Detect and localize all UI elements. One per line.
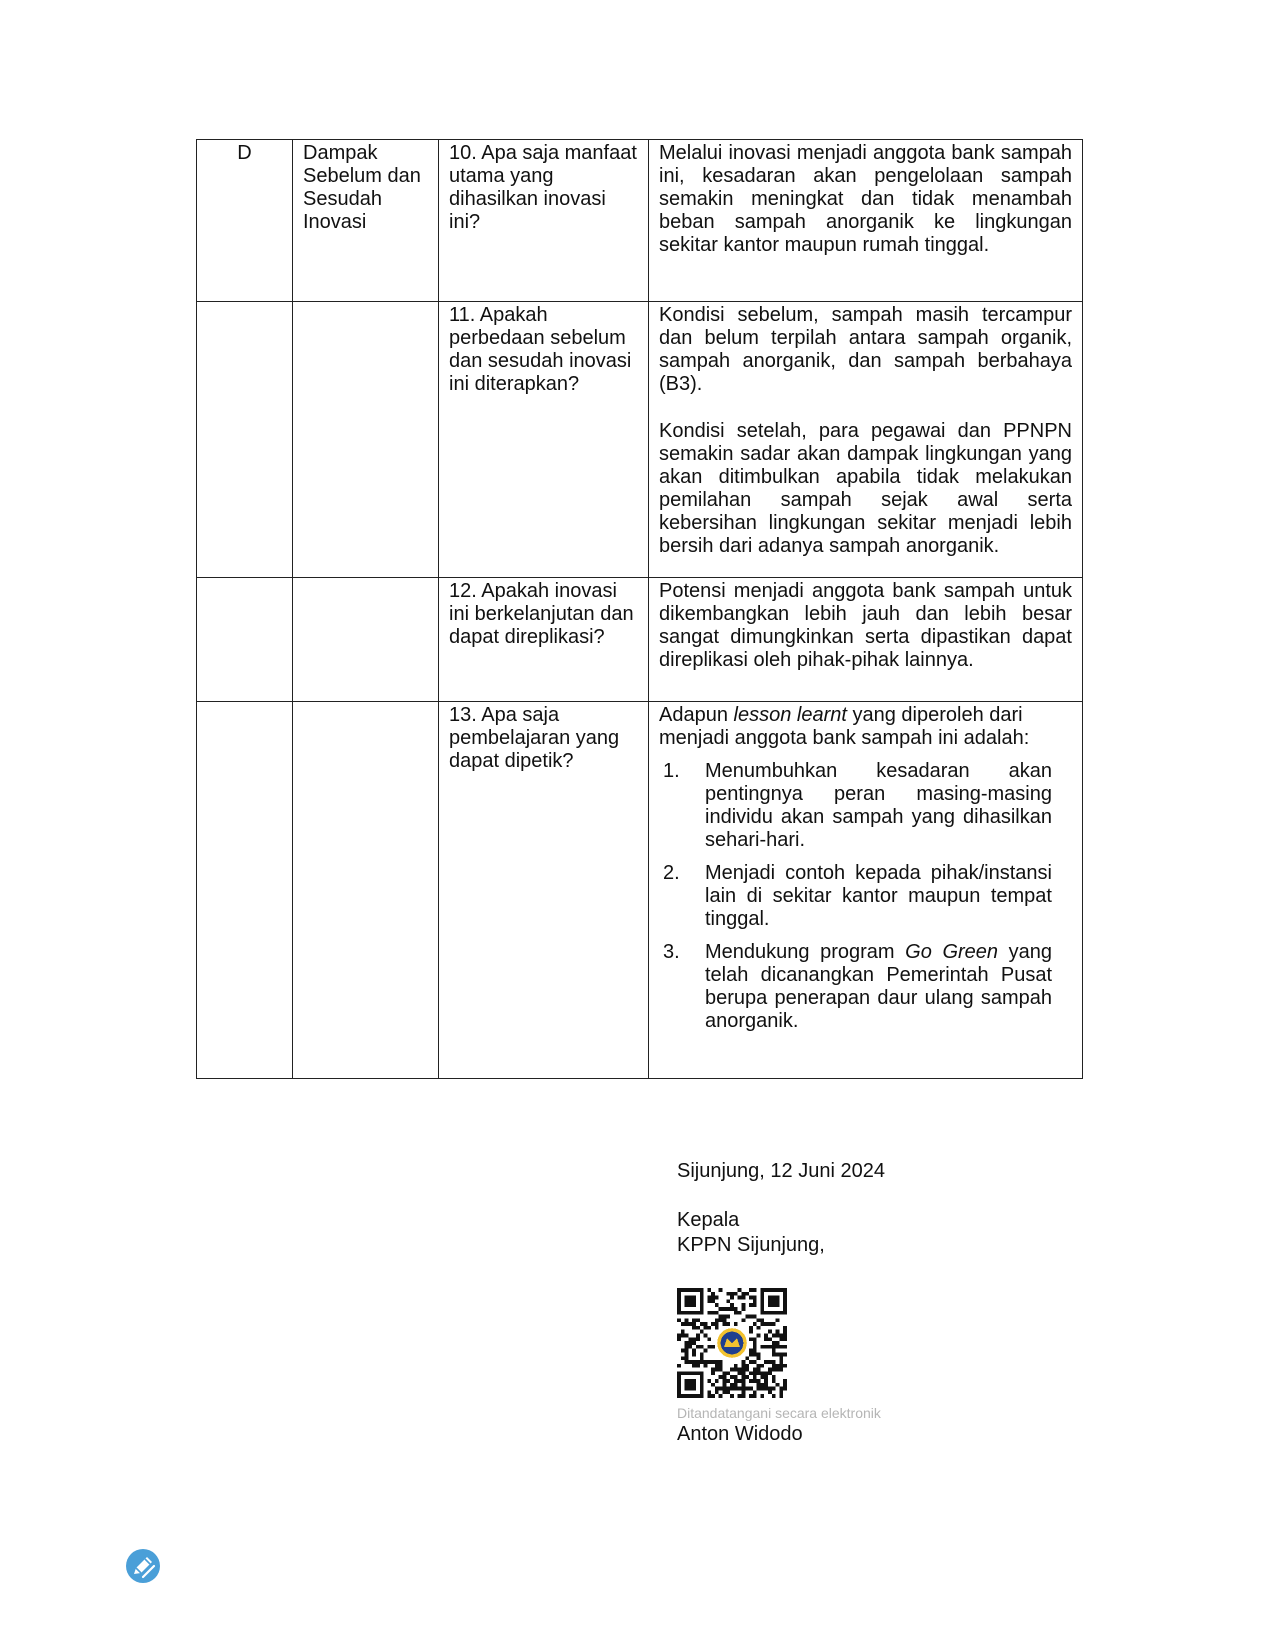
- row-code: [197, 702, 293, 1079]
- row-question: 13. Apa saja pembelajaran yang dapat dipetik?: [439, 702, 649, 1079]
- row-code: D: [197, 140, 293, 302]
- table-row: [197, 302, 1083, 578]
- row-aspect: [293, 702, 439, 1079]
- signer-name: Anton Widodo: [677, 1423, 803, 1445]
- place-date: Sijunjung, 12 Juni 2024: [677, 1160, 885, 1182]
- list-item: 2. Menjadi contoh kepada pihak/instansi lain di sekitar kantor maupun tempat tinggal.: [663, 862, 1052, 930]
- row-code: [197, 578, 293, 702]
- row-answer: [649, 140, 1083, 302]
- row-answer: [649, 702, 1083, 1079]
- qr-code-icon: [677, 1288, 787, 1398]
- lesson-list: [659, 760, 1052, 1033]
- signer-title: Kepala: [677, 1209, 740, 1231]
- list-item: 3. Mendukung program Go Green yang telah dicanangkan Pemerintah Pusat berupa penerapan daur ulang sampah anorganik.: [663, 941, 1052, 1032]
- answer-paragraph: Potensi menjadi anggota bank sampah untuk dikembangkan lebih jauh dan lebih besar sangat dimungkinkan serta dipastikan dapat direplikasi oleh pihak-pihak lainnya.: [659, 580, 1072, 671]
- answer-paragraph: Kondisi setelah, para pegawai dan PPNPN semakin sadar akan dampak lingkungan yang akan ditimbulkan apabila tidak melakukan pemilahan sampah sejak awal serta kebersihan lingkungan sekitar menjadi lebih bersih dari adanya sampah anorganik.: [659, 420, 1072, 557]
- pen-badge-icon: [124, 1547, 162, 1585]
- table-row: [197, 578, 1083, 702]
- row-answer: [649, 578, 1083, 702]
- lesson-intro: Adapun lesson learnt yang diperoleh dari menjadi anggota bank sampah ini adalah:: [659, 704, 1030, 749]
- row-question: 11. Apakah perbedaan sebelum dan sesudah inovasi ini diterapkan?: [439, 302, 649, 578]
- list-item: 1. Menumbuhkan kesadaran akan pentingnya peran masing-masing individu akan sampah yang dihasilkan sehari-hari.: [663, 760, 1052, 851]
- innovation-table: [196, 139, 1083, 1079]
- signature-block: [677, 1159, 1037, 1446]
- esign-note: Ditandatangani secara elektronik: [677, 1405, 881, 1421]
- signer-office: KPPN Sijunjung,: [677, 1234, 825, 1256]
- table-row: [197, 702, 1083, 1079]
- row-aspect: [293, 302, 439, 578]
- row-aspect: [293, 578, 439, 702]
- answer-paragraph: Kondisi sebelum, sampah masih tercampur dan belum terpilah antara sampah organik, sampah anorganik, dan sampah berbahaya (B3).: [659, 304, 1072, 395]
- row-answer: [649, 302, 1083, 578]
- row-code: [197, 302, 293, 578]
- answer-paragraph: Melalui inovasi menjadi anggota bank sampah ini, kesadaran akan pengelolaan sampah semakin meningkat dan tidak menambah beban sampah anorganik ke lingkungan sekitar kantor maupun rumah tinggal.: [659, 142, 1072, 256]
- row-question: 10. Apa saja manfaat utama yang dihasilkan inovasi ini?: [439, 140, 649, 302]
- row-question: 12. Apakah inovasi ini berkelanjutan dan dapat direplikasi?: [439, 578, 649, 702]
- table-row: [197, 140, 1083, 302]
- row-aspect: Dampak Sebelum dan Sesudah Inovasi: [293, 140, 439, 302]
